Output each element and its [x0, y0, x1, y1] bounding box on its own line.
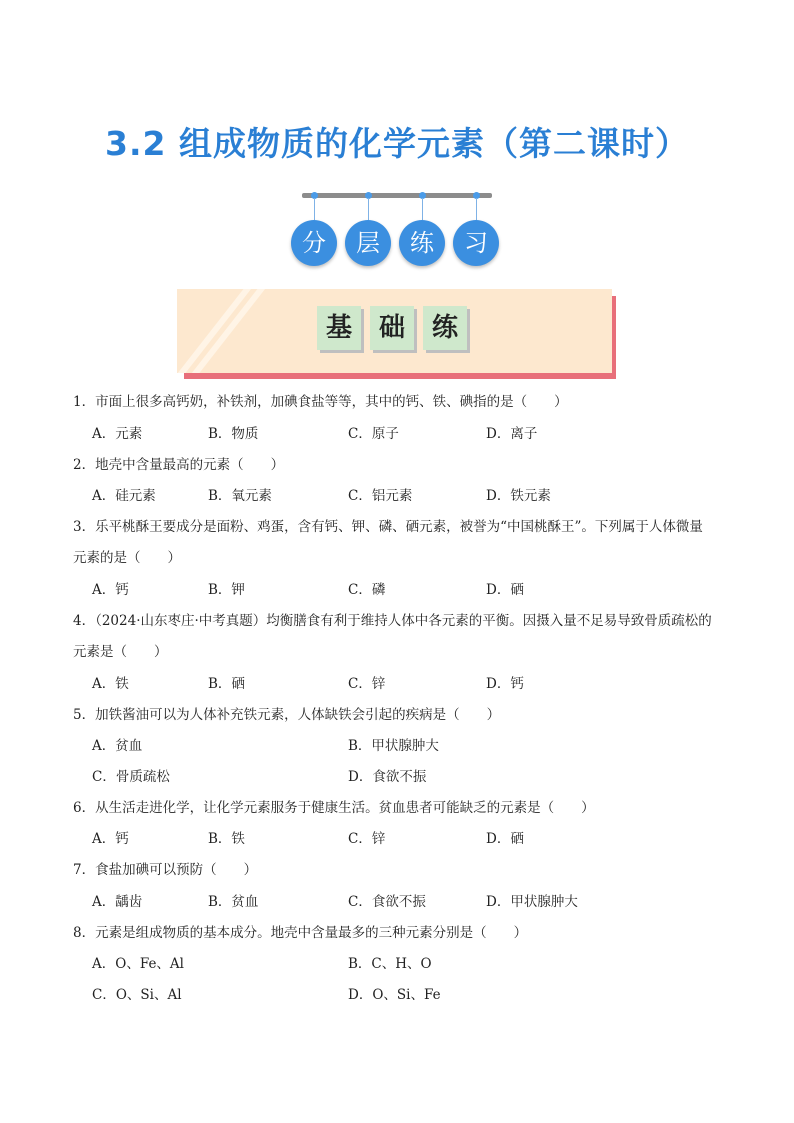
question-1-option-b: B．物质 — [208, 426, 259, 442]
header-circle-3: 练 — [399, 220, 445, 266]
section-tile-2: 础 — [370, 306, 414, 350]
question-1-stem: 1．市面上很多高钙奶，补铁剂，加碘食盐等等，其中的钙、铁、碘指的是（ ） — [73, 394, 568, 410]
question-2-option-c: C．铝元素 — [348, 488, 413, 504]
question-7-option-c: C．食欲不振 — [348, 894, 426, 910]
hanger-bar — [302, 193, 492, 198]
hanger-string — [314, 198, 315, 220]
header-circle-2: 层 — [345, 220, 391, 266]
section-tile-3: 练 — [423, 306, 467, 350]
question-7-option-a: A．龋齿 — [92, 894, 143, 910]
header-circle-1: 分 — [291, 220, 337, 266]
question-3-option-d: D．硒 — [486, 582, 524, 598]
question-3-option-a: A．钙 — [92, 582, 129, 598]
question-6-option-c: C．锌 — [348, 831, 386, 847]
question-7-stem: 7．食盐加碘可以预防（ ） — [73, 862, 258, 878]
question-1-option-d: D．离子 — [486, 426, 538, 442]
question-5-option-c: C．骨质疏松 — [92, 769, 170, 785]
question-4-option-d: D．钙 — [486, 676, 524, 692]
question-4-stem: 4．（2024·山东枣庄·中考真题）均衡膳食有利于维持人体中各元素的平衡。因摄入量不足易导致骨质疏松的 — [73, 613, 712, 629]
page-title: 3.2 组成物质的化学元素（第二课时） — [105, 124, 689, 163]
question-6-option-a: A．钙 — [92, 831, 129, 847]
hanger-string — [476, 198, 477, 220]
section-tile-1: 基 — [317, 306, 361, 350]
question-3-stem: 3．乐平桃酥王要成分是面粉、鸡蛋，含有钙、钾、磷、硒元素，被誉为“中国桃酥王”。下列属于人体微量 — [73, 519, 703, 535]
question-1-option-c: C．原子 — [348, 426, 399, 442]
question-4-option-c: C．锌 — [348, 676, 386, 692]
question-6-option-d: D．硒 — [486, 831, 524, 847]
question-7-option-d: D．甲状腺肿大 — [486, 894, 578, 910]
question-2-option-b: B．氧元素 — [208, 488, 272, 504]
question-2-option-a: A．硅元素 — [92, 488, 156, 504]
question-2-option-d: D．铁元素 — [486, 488, 551, 504]
question-6-stem: 6．从生活走进化学，让化学元素服务于健康生活。贫血患者可能缺乏的元素是（ ） — [73, 800, 595, 816]
question-5-option-d: D．食欲不振 — [348, 769, 427, 785]
question-8-option-d: D．O、Si、Fe — [348, 987, 441, 1003]
question-2-stem: 2．地壳中含量最高的元素（ ） — [73, 457, 285, 473]
question-8-option-a: A．O、Fe、Al — [92, 956, 185, 972]
header-circle-4: 习 — [453, 220, 499, 266]
hanger-string — [368, 198, 369, 220]
question-5-option-a: A．贫血 — [92, 738, 143, 754]
question-4-stem-cont: 元素是（ ） — [73, 644, 168, 660]
banner-stripe — [185, 289, 276, 373]
question-5-stem: 5．加铁酱油可以为人体补充铁元素，人体缺铁会引起的疾病是（ ） — [73, 707, 501, 723]
question-6-option-b: B．铁 — [208, 831, 245, 847]
hanger-string — [422, 198, 423, 220]
question-8-option-b: B．C、H、O — [348, 956, 432, 972]
question-3-option-c: C．磷 — [348, 582, 386, 598]
question-1-option-a: A．元素 — [92, 426, 143, 442]
question-7-option-b: B．贫血 — [208, 894, 259, 910]
question-8-option-c: C．O、Si、Al — [92, 987, 182, 1003]
question-5-option-b: B．甲状腺肿大 — [348, 738, 439, 754]
question-4-option-a: A．铁 — [92, 676, 129, 692]
question-8-stem: 8．元素是组成物质的基本成分。地壳中含量最多的三种元素分别是（ ） — [73, 925, 528, 941]
question-3-option-b: B．钾 — [208, 582, 245, 598]
question-3-stem-cont: 元素的是（ ） — [73, 550, 181, 566]
question-4-option-b: B．硒 — [208, 676, 245, 692]
